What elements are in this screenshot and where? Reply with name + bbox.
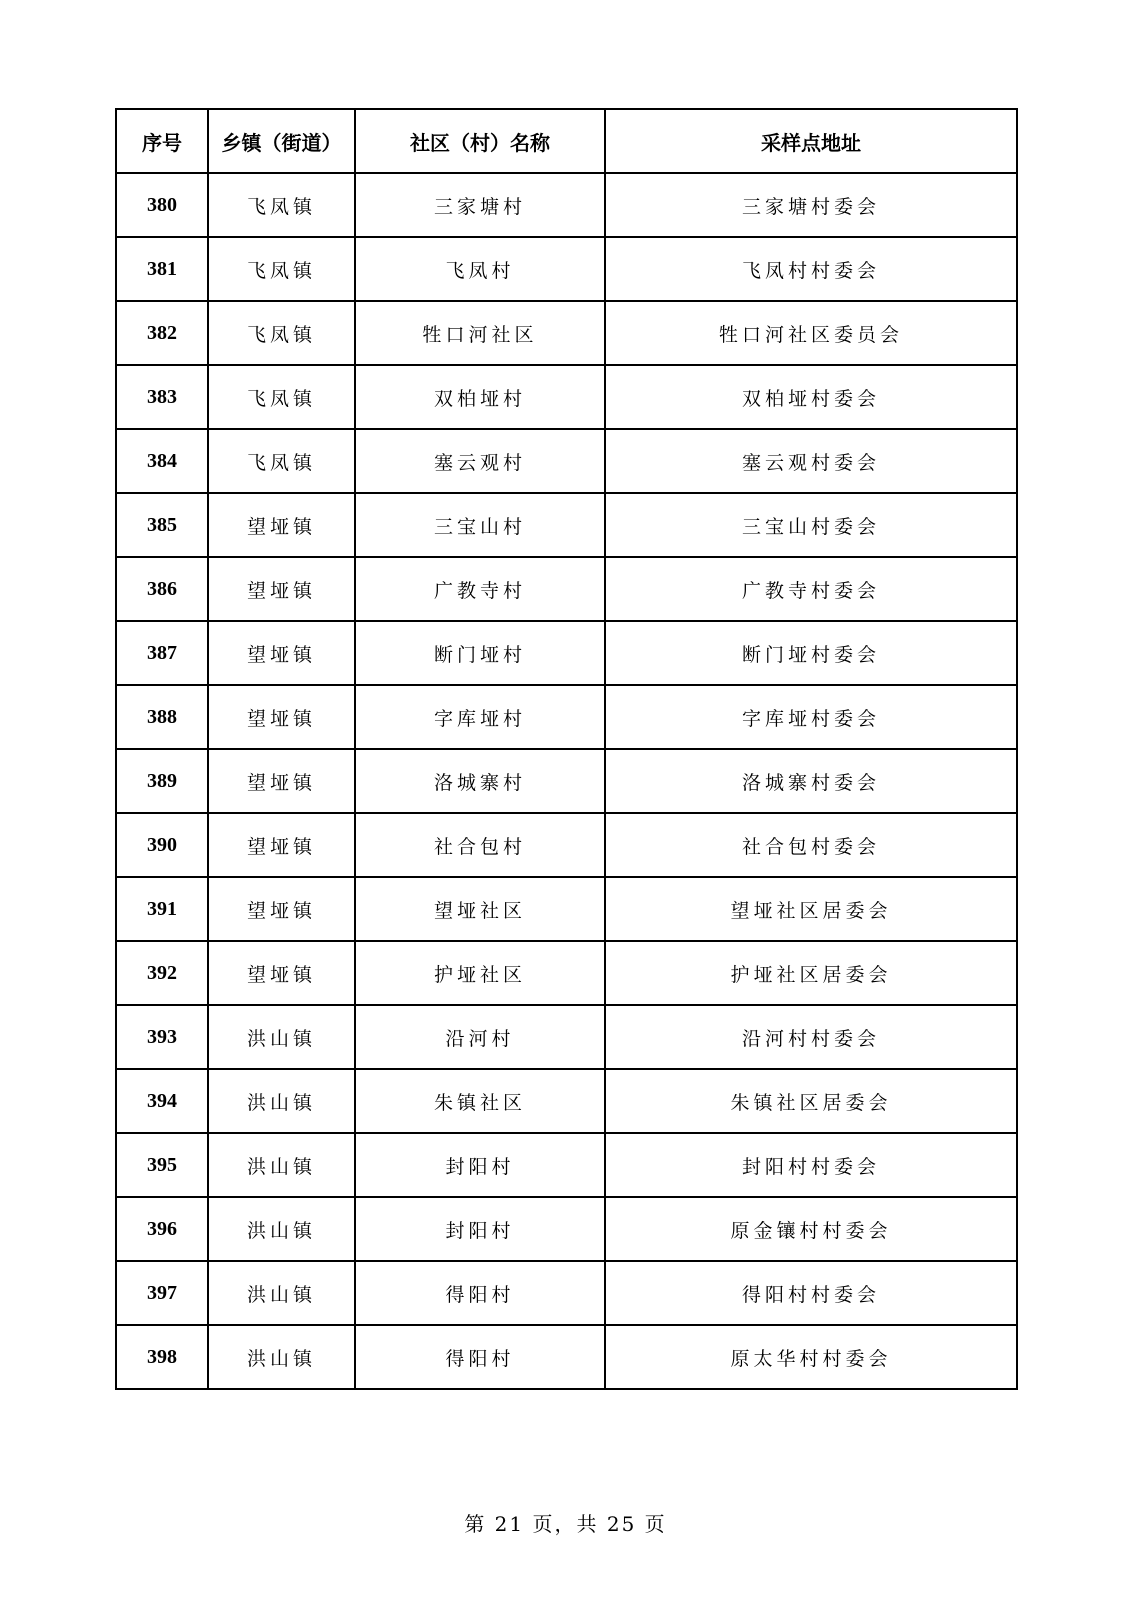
row-township: 飞凤镇 (208, 237, 355, 301)
row-community: 朱镇社区 (355, 1069, 605, 1133)
row-site-address: 原太华村村委会 (605, 1325, 1017, 1389)
table-row (116, 1069, 1017, 1133)
row-site-address: 三宝山村委会 (605, 493, 1017, 557)
row-township: 望垭镇 (208, 557, 355, 621)
table-row (116, 621, 1017, 685)
row-township: 洪山镇 (208, 1325, 355, 1389)
page-number-footer: 第 21 页，共 25 页 (464, 1512, 667, 1536)
row-index: 385 (116, 493, 208, 557)
table-row (116, 365, 1017, 429)
row-index: 398 (116, 1325, 208, 1389)
table-row (116, 877, 1017, 941)
table-row (116, 1133, 1017, 1197)
row-index: 389 (116, 749, 208, 813)
row-index: 390 (116, 813, 208, 877)
row-community: 塞云观村 (355, 429, 605, 493)
row-site-address: 封阳村村委会 (605, 1133, 1017, 1197)
row-index: 393 (116, 1005, 208, 1069)
row-community: 封阳村 (355, 1133, 605, 1197)
row-site-address: 护垭社区居委会 (605, 941, 1017, 1005)
row-township: 洪山镇 (208, 1069, 355, 1133)
header-township: 乡镇（街道） (208, 109, 355, 173)
table-row (116, 1325, 1017, 1389)
row-township: 洪山镇 (208, 1005, 355, 1069)
row-community: 广教寺村 (355, 557, 605, 621)
row-township: 望垭镇 (208, 621, 355, 685)
row-site-address: 朱镇社区居委会 (605, 1069, 1017, 1133)
row-index: 394 (116, 1069, 208, 1133)
row-community: 封阳村 (355, 1197, 605, 1261)
table-row (116, 237, 1017, 301)
row-community: 三家塘村 (355, 173, 605, 237)
row-township: 望垭镇 (208, 685, 355, 749)
row-site-address: 牲口河社区委员会 (605, 301, 1017, 365)
row-community: 字库垭村 (355, 685, 605, 749)
row-index: 396 (116, 1197, 208, 1261)
table-row (116, 557, 1017, 621)
row-township: 洪山镇 (208, 1197, 355, 1261)
table-row (116, 493, 1017, 557)
row-township: 飞凤镇 (208, 365, 355, 429)
table-row (116, 301, 1017, 365)
row-site-address: 断门垭村委会 (605, 621, 1017, 685)
row-index: 382 (116, 301, 208, 365)
table-row (116, 1005, 1017, 1069)
row-community: 双柏垭村 (355, 365, 605, 429)
row-township: 望垭镇 (208, 749, 355, 813)
row-index: 380 (116, 173, 208, 237)
row-community: 洛城寨村 (355, 749, 605, 813)
row-index: 384 (116, 429, 208, 493)
row-site-address: 得阳村村委会 (605, 1261, 1017, 1325)
row-community: 得阳村 (355, 1325, 605, 1389)
table-row (116, 749, 1017, 813)
row-index: 397 (116, 1261, 208, 1325)
row-index: 391 (116, 877, 208, 941)
row-community: 得阳村 (355, 1261, 605, 1325)
row-township: 飞凤镇 (208, 301, 355, 365)
table-header-row (116, 109, 1017, 173)
row-township: 望垭镇 (208, 877, 355, 941)
row-site-address: 三家塘村委会 (605, 173, 1017, 237)
row-site-address: 望垭社区居委会 (605, 877, 1017, 941)
row-site-address: 塞云观村委会 (605, 429, 1017, 493)
table-row (116, 1261, 1017, 1325)
table-row (116, 813, 1017, 877)
row-index: 386 (116, 557, 208, 621)
row-index: 395 (116, 1133, 208, 1197)
row-township: 洪山镇 (208, 1133, 355, 1197)
row-community: 断门垭村 (355, 621, 605, 685)
row-index: 387 (116, 621, 208, 685)
header-index: 序号 (116, 109, 208, 173)
row-township: 洪山镇 (208, 1261, 355, 1325)
row-community: 飞凤村 (355, 237, 605, 301)
table-row (116, 429, 1017, 493)
row-community: 社合包村 (355, 813, 605, 877)
row-site-address: 洛城寨村委会 (605, 749, 1017, 813)
row-community: 护垭社区 (355, 941, 605, 1005)
row-index: 392 (116, 941, 208, 1005)
row-site-address: 双柏垭村委会 (605, 365, 1017, 429)
row-site-address: 沿河村村委会 (605, 1005, 1017, 1069)
row-community: 三宝山村 (355, 493, 605, 557)
row-site-address: 原金镶村村委会 (605, 1197, 1017, 1261)
header-site-address: 采样点地址 (605, 109, 1017, 173)
row-index: 388 (116, 685, 208, 749)
row-index: 383 (116, 365, 208, 429)
table-row (116, 173, 1017, 237)
row-community: 牲口河社区 (355, 301, 605, 365)
table-row (116, 1197, 1017, 1261)
row-township: 望垭镇 (208, 493, 355, 557)
row-township: 飞凤镇 (208, 429, 355, 493)
row-community: 沿河村 (355, 1005, 605, 1069)
sampling-sites-table (115, 108, 1018, 1390)
row-site-address: 飞凤村村委会 (605, 237, 1017, 301)
row-township: 飞凤镇 (208, 173, 355, 237)
row-site-address: 社合包村委会 (605, 813, 1017, 877)
row-site-address: 广教寺村委会 (605, 557, 1017, 621)
row-township: 望垭镇 (208, 813, 355, 877)
row-site-address: 字库垭村委会 (605, 685, 1017, 749)
row-community: 望垭社区 (355, 877, 605, 941)
table-row (116, 941, 1017, 1005)
table-row (116, 685, 1017, 749)
row-township: 望垭镇 (208, 941, 355, 1005)
header-community: 社区（村）名称 (355, 109, 605, 173)
row-index: 381 (116, 237, 208, 301)
